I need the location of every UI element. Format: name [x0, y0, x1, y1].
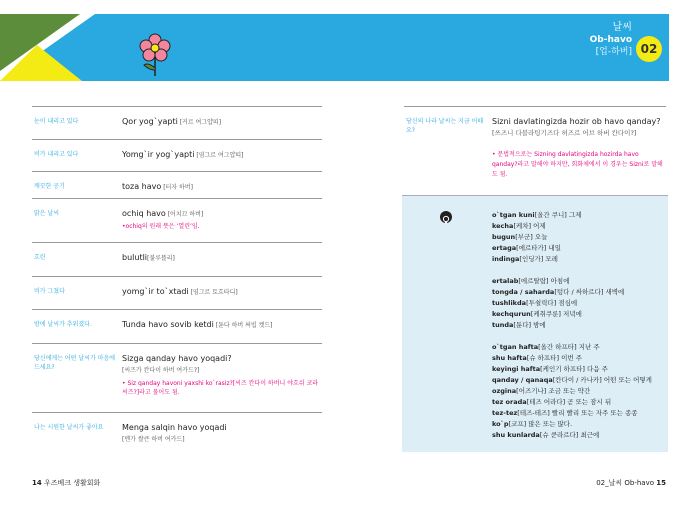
vocab-item: tunda[툰다] 밤에: [492, 321, 546, 329]
left-page-footer: 14 우즈베크 생활회화: [32, 479, 101, 487]
korean-phrase: 나는 시원한 날씨가 좋아요: [34, 424, 104, 431]
flower-icon: [136, 32, 174, 78]
korean-phrase: 눈이 내리고 있다: [34, 118, 79, 125]
vocab-item: shu kunlarda[슈 쿤라르다] 최근에: [492, 431, 600, 439]
korean-phrase: 깨끗한 공기: [34, 183, 65, 190]
usage-note: • 문법적으로는 Sizning davlatingizda hozirda havo qanday?라고 말해야 하지만, 회화체에서 이 경우는 Sizni로 말해도 됨.: [492, 151, 663, 178]
phrase-row: [32, 139, 322, 172]
usage-note: •ochiq의 원래 뜻은 ‘열린’임.: [122, 223, 200, 230]
vocab-item: ko`p[코프] 많은 또는 많다.: [492, 420, 573, 428]
vocab-item: ozgina[어즈기나] 조금 또는 약간: [492, 387, 591, 395]
vocab-item: tongda / saharda[텅다 / 싸하르다] 새벽에: [492, 288, 625, 296]
vocabulary-box: [402, 195, 668, 452]
vocab-item: shu hafta[슈 하프타] 이번 주: [492, 354, 582, 362]
korean-phrase: 비가 그쳤다: [34, 288, 65, 295]
phrase-row: [404, 106, 666, 195]
phrase-row: [32, 276, 322, 310]
right-page-footer: 02_날씨 Ob-havo 15: [596, 479, 666, 487]
vocab-item: kecha[케차] 어제: [492, 222, 546, 230]
uzbek-phrase: toza havo [터자 하버]: [122, 182, 193, 191]
uzbek-phrase: yomg`ir to`xtadi [염그르 토흐타디]: [122, 287, 238, 296]
uzbek-phrase: Tunda havo sovib ketdi [툰다 하버 써빕 켓드]: [122, 320, 273, 329]
phrase-row: [32, 309, 322, 344]
vocab-item: tushlikda[투쉴릭다] 점심에: [492, 299, 578, 307]
korean-phrase: 비가 내리고 있다: [34, 151, 79, 158]
vocab-item: indinga[인딩가] 모레: [492, 255, 558, 263]
vocab-item: qanday / qanaqa[칸다이 / 카나카] 어떤 또는 어떻게: [492, 376, 652, 384]
vocab-item: o`tgan hafta[올간 하프타] 지난 주: [492, 343, 600, 351]
vocab-item: bugun[부군] 오늘: [492, 233, 548, 241]
phrase-row: [32, 343, 322, 413]
phrase-row: [32, 412, 322, 453]
phrase-row: [32, 171, 322, 199]
vocab-item: ertalab[에르탈랍] 아침에: [492, 277, 570, 285]
vocab-item: tez-tez[테즈-테즈] 빨리 빨리 또는 자주 또는 종종: [492, 409, 638, 417]
chapter-banner: [0, 14, 669, 81]
uzbek-phrase: Menga salqin havo yoqadi [멘가 쌀큰 하버 여카드]: [122, 423, 227, 443]
uzbek-phrase: Sizni davlatingizda hozir ob havo qanday? [쓰즈니 다블라팅기즈다 허즈르 어브 하버 칸다이?]: [492, 117, 661, 137]
usage-note: • Siz qanday havoni yaxshi ko`rasiz?[씨즈 칸다이 하버니 야흐쉬 코라씨즈?]라고 물어도 됨.: [122, 380, 319, 396]
chapter-title-block: [590, 22, 632, 58]
korean-phrase: 당신의 나라 날씨는 지금 어때요?: [406, 118, 484, 134]
vocab-item: tez orada[테즈 어라다] 곧 또는 잠시 뒤: [492, 398, 612, 406]
phrase-row: [32, 242, 322, 277]
chapter-korean-title: 날씨: [612, 22, 632, 33]
korean-phrase: 맑은 날씨: [34, 210, 60, 217]
vocab-item: keyingi hafta[케인기 하프타] 다음 주: [492, 365, 608, 373]
uzbek-phrase: Qor yog`yapti [커르 여그얍띠]: [122, 117, 222, 126]
uzbek-phrase: Sizga qanday havo yoqadi? [씨즈가 칸다이 하버 여카드?]: [122, 354, 232, 374]
korean-phrase: 흐린: [34, 254, 46, 261]
chapter-pronunciation: [업-하버]: [595, 47, 632, 57]
uzbek-phrase: Yomg`ir yog`yapti [염그르 여그얍띠]: [122, 150, 244, 159]
lightbulb-icon: [440, 211, 452, 223]
korean-phrase: 당신에게는 어떤 날씨가 마음에 드세요?: [34, 355, 116, 371]
chapter-title: Ob-havo: [589, 35, 632, 45]
phrase-row: [32, 198, 322, 243]
vocab-item: ertaga[에르타가] 내일: [492, 244, 561, 252]
chapter-number-badge: 02: [636, 36, 662, 62]
uzbek-phrase: ochiq havo [어치끄 하버]: [122, 209, 204, 218]
korean-phrase: 밤에 날씨가 추워졌다.: [34, 321, 92, 328]
vocab-item: kechqurun[케취쿠룬] 저녁에: [492, 310, 582, 318]
vocab-item: o`tgan kuni[올간 쿠니] 그제: [492, 211, 582, 219]
uzbek-phrase: bulutli[불루뜰리]: [122, 253, 175, 262]
vocabulary-list: [492, 210, 662, 441]
